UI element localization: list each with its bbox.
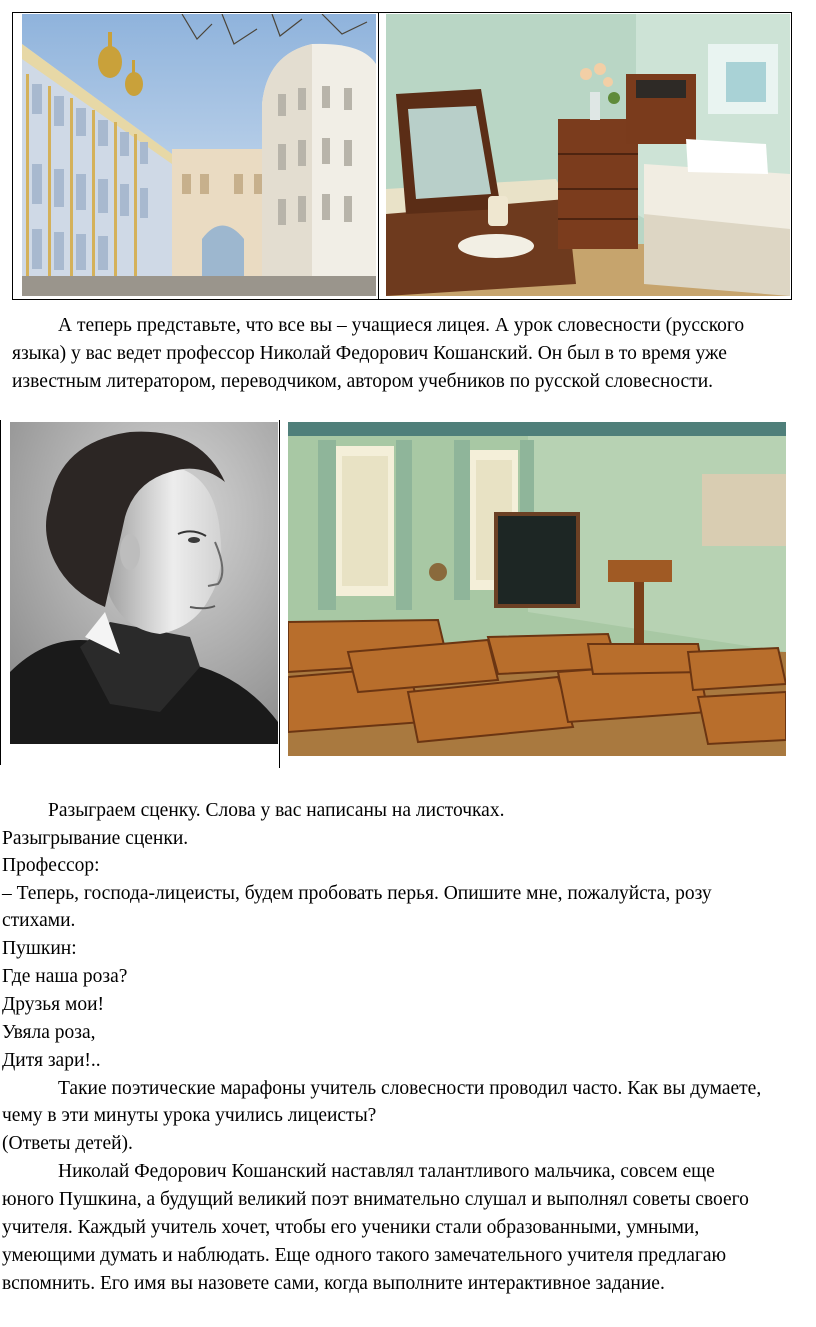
top-table-divider	[378, 12, 379, 300]
mid-table-divider	[279, 420, 280, 768]
intro-line-2: языка) у вас ведет профессор Николай Федорович Кошанский. Он был в то время уже	[12, 343, 727, 364]
scene-intro: Разыграем сценку. Слова у вас написаны на листочках.	[48, 800, 505, 821]
poem-line-4: Дитя зари!..	[2, 1050, 101, 1071]
poem-line-2: Друзья мои!	[2, 994, 105, 1015]
final-line-2: юного Пушкина, а будущий великий поэт внимательно слушал и выполнял советы своего	[2, 1189, 749, 1210]
marathon-line-2: чему в эти минуты урока учились лицеисты?	[2, 1105, 377, 1126]
marathon-line-1: Такие поэтические марафоны учитель словесности проводил часто. Как вы думаете,	[58, 1078, 762, 1099]
poem-line-1: Где наша роза?	[2, 966, 128, 987]
final-line-4: умеющими думать и наблюдать. Еще одного такого замечательного учителя предлагаю	[2, 1245, 727, 1266]
professor-line-2: стихами.	[2, 910, 76, 931]
lyceum-room-photo	[386, 14, 790, 296]
pushkin-label: Пушкин:	[2, 938, 77, 959]
professor-line-1: – Теперь, господа-лицеисты, будем пробовать перья. Опишите мне, пожалуйста, розу	[2, 883, 712, 904]
intro-line-3: известным литератором, переводчиком, автором учебников по русской словесности.	[12, 371, 714, 392]
final-line-1: Николай Федорович Кошанский наставлял талантливого мальчика, совсем еще	[58, 1161, 715, 1182]
poem-line-3: Увяла роза,	[2, 1022, 96, 1043]
palace-photo	[22, 14, 376, 296]
mid-table-left-border	[0, 420, 1, 765]
professor-label: Профессор:	[2, 855, 100, 876]
final-line-5: вспомнить. Его имя вы назовете сами, когда выполните интерактивное задание.	[2, 1273, 665, 1294]
intro-line-1: А теперь представьте, что все вы – учащиеся лицея. А урок словесности (русского	[58, 315, 745, 336]
final-line-3: учителя. Каждый учитель хочет, чтобы его ученики стали образованными, умными,	[2, 1217, 700, 1238]
scene-play: Разыгрывание сценки.	[2, 828, 189, 849]
portrait-kosansky	[10, 422, 278, 744]
children-answers: (Ответы детей).	[2, 1133, 133, 1154]
classroom-photo	[288, 422, 786, 756]
